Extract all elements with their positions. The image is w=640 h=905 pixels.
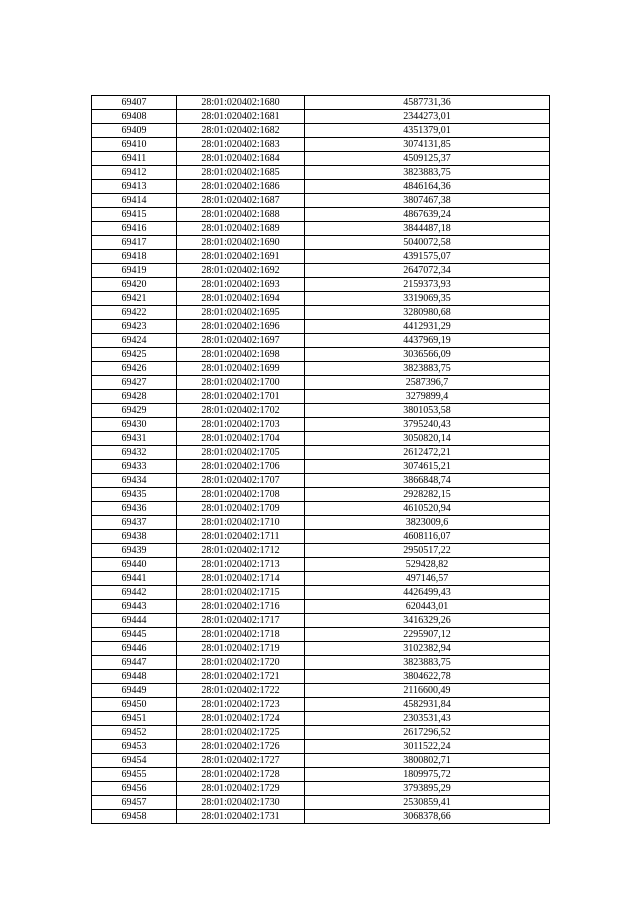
cadastral-value-cell: 529428,82 [305,558,550,572]
cadastral-value-cell: 620443,01 [305,600,550,614]
cadastral-value-cell: 3280980,68 [305,306,550,320]
table-row [92,460,550,474]
table-row [92,222,550,236]
table-row [92,656,550,670]
table-row [92,376,550,390]
cadastral-value-cell: 2295907,12 [305,628,550,642]
row-number-cell: 69454 [92,754,177,768]
row-number-cell: 69432 [92,446,177,460]
cadastral-value-cell: 3036566,09 [305,348,550,362]
row-number-cell: 69455 [92,768,177,782]
row-number-cell: 69423 [92,320,177,334]
table-row [92,292,550,306]
row-number-cell: 69458 [92,810,177,824]
cadastral-value-cell: 4610520,94 [305,502,550,516]
cadastral-value-cell: 3102382,94 [305,642,550,656]
table-row [92,96,550,110]
cadastral-value-cell: 2344273,01 [305,110,550,124]
row-number-cell: 69431 [92,432,177,446]
row-number-cell: 69410 [92,138,177,152]
cadastral-number-cell: 28:01:020402:1699 [177,362,305,376]
cadastral-number-cell: 28:01:020402:1695 [177,306,305,320]
cadastral-value-cell: 3011522,24 [305,740,550,754]
cadastral-number-cell: 28:01:020402:1719 [177,642,305,656]
row-number-cell: 69416 [92,222,177,236]
table-row [92,432,550,446]
cadastral-number-cell: 28:01:020402:1728 [177,768,305,782]
cadastral-number-cell: 28:01:020402:1709 [177,502,305,516]
cadastral-number-cell: 28:01:020402:1712 [177,544,305,558]
cadastral-number-cell: 28:01:020402:1711 [177,530,305,544]
cadastral-value-cell: 4608116,07 [305,530,550,544]
cadastral-number-cell: 28:01:020402:1718 [177,628,305,642]
table-row [92,670,550,684]
table-row [92,488,550,502]
table-row [92,614,550,628]
row-number-cell: 69420 [92,278,177,292]
cadastral-value-cell: 3807467,38 [305,194,550,208]
table-body [92,96,550,824]
cadastral-value-cell: 5040072,58 [305,236,550,250]
row-number-cell: 69446 [92,642,177,656]
cadastral-value-cell: 4509125,37 [305,152,550,166]
cadastral-number-cell: 28:01:020402:1720 [177,656,305,670]
row-number-cell: 69426 [92,362,177,376]
table-row [92,740,550,754]
table-row [92,124,550,138]
table-row [92,628,550,642]
cadastral-number-cell: 28:01:020402:1686 [177,180,305,194]
cadastral-value-cell: 3074131,85 [305,138,550,152]
row-number-cell: 69444 [92,614,177,628]
row-number-cell: 69408 [92,110,177,124]
cadastral-value-cell: 3800802,71 [305,754,550,768]
table-row [92,390,550,404]
cadastral-value-cell: 4391575,07 [305,250,550,264]
cadastral-number-cell: 28:01:020402:1713 [177,558,305,572]
cadastral-number-cell: 28:01:020402:1681 [177,110,305,124]
table-row [92,684,550,698]
cadastral-number-cell: 28:01:020402:1680 [177,96,305,110]
table-row [92,572,550,586]
table-row [92,264,550,278]
row-number-cell: 69441 [92,572,177,586]
table-row [92,404,550,418]
cadastral-value-cell: 3050820,14 [305,432,550,446]
table-row [92,698,550,712]
cadastral-value-cell: 2612472,21 [305,446,550,460]
cadastral-number-cell: 28:01:020402:1702 [177,404,305,418]
row-number-cell: 69430 [92,418,177,432]
cadastral-value-cell: 3793895,29 [305,782,550,796]
row-number-cell: 69425 [92,348,177,362]
table-row [92,110,550,124]
table-row [92,138,550,152]
table-row [92,516,550,530]
table-row [92,446,550,460]
cadastral-value-cell: 3319069,35 [305,292,550,306]
cadastral-value-cell: 3823883,75 [305,656,550,670]
row-number-cell: 69438 [92,530,177,544]
cadastral-value-cell: 3074615,21 [305,460,550,474]
row-number-cell: 69415 [92,208,177,222]
table-row [92,474,550,488]
cadastral-value-cell: 3801053,58 [305,404,550,418]
cadastral-value-cell: 4587731,36 [305,96,550,110]
cadastral-number-cell: 28:01:020402:1715 [177,586,305,600]
table-row [92,236,550,250]
cadastral-number-cell: 28:01:020402:1689 [177,222,305,236]
cadastral-number-cell: 28:01:020402:1685 [177,166,305,180]
row-number-cell: 69448 [92,670,177,684]
cadastral-number-cell: 28:01:020402:1684 [177,152,305,166]
cadastral-number-cell: 28:01:020402:1727 [177,754,305,768]
cadastral-value-cell: 4351379,01 [305,124,550,138]
row-number-cell: 69414 [92,194,177,208]
cadastral-number-cell: 28:01:020402:1723 [177,698,305,712]
cadastral-value-cell: 4846164,36 [305,180,550,194]
cadastral-number-cell: 28:01:020402:1696 [177,320,305,334]
row-number-cell: 69440 [92,558,177,572]
row-number-cell: 69442 [92,586,177,600]
table-row [92,782,550,796]
cadastral-value-cell: 3823883,75 [305,166,550,180]
cadastral-value-cell: 3844487,18 [305,222,550,236]
cadastral-number-cell: 28:01:020402:1705 [177,446,305,460]
row-number-cell: 69421 [92,292,177,306]
cadastral-number-cell: 28:01:020402:1683 [177,138,305,152]
row-number-cell: 69456 [92,782,177,796]
cadastral-number-cell: 28:01:020402:1708 [177,488,305,502]
cadastral-number-cell: 28:01:020402:1682 [177,124,305,138]
cadastral-number-cell: 28:01:020402:1691 [177,250,305,264]
table-row [92,166,550,180]
row-number-cell: 69443 [92,600,177,614]
table-row [92,754,550,768]
row-number-cell: 69418 [92,250,177,264]
cadastral-number-cell: 28:01:020402:1694 [177,292,305,306]
document-page [91,95,549,824]
table-row [92,768,550,782]
table-row [92,502,550,516]
cadastral-number-cell: 28:01:020402:1688 [177,208,305,222]
cadastral-number-cell: 28:01:020402:1690 [177,236,305,250]
cadastral-number-cell: 28:01:020402:1698 [177,348,305,362]
table-row [92,334,550,348]
cadastral-value-cell: 2647072,34 [305,264,550,278]
row-number-cell: 69457 [92,796,177,810]
cadastral-value-cell: 3068378,66 [305,810,550,824]
table-row [92,208,550,222]
row-number-cell: 69409 [92,124,177,138]
cadastral-value-cell: 2950517,22 [305,544,550,558]
cadastral-number-cell: 28:01:020402:1710 [177,516,305,530]
row-number-cell: 69445 [92,628,177,642]
row-number-cell: 69434 [92,474,177,488]
row-number-cell: 69413 [92,180,177,194]
row-number-cell: 69447 [92,656,177,670]
table-row [92,180,550,194]
row-number-cell: 69453 [92,740,177,754]
row-number-cell: 69427 [92,376,177,390]
table-row [92,152,550,166]
cadastral-value-cell: 2617296,52 [305,726,550,740]
cadastral-number-cell: 28:01:020402:1716 [177,600,305,614]
row-number-cell: 69435 [92,488,177,502]
cadastral-number-cell: 28:01:020402:1707 [177,474,305,488]
cadastral-number-cell: 28:01:020402:1704 [177,432,305,446]
row-number-cell: 69451 [92,712,177,726]
cadastral-number-cell: 28:01:020402:1692 [177,264,305,278]
row-number-cell: 69452 [92,726,177,740]
cadastral-number-cell: 28:01:020402:1722 [177,684,305,698]
table-row [92,278,550,292]
cadastral-number-cell: 28:01:020402:1724 [177,712,305,726]
cadastral-value-cell: 3866848,74 [305,474,550,488]
cadastral-number-cell: 28:01:020402:1729 [177,782,305,796]
table-row [92,558,550,572]
table-row [92,250,550,264]
row-number-cell: 69417 [92,236,177,250]
table-row [92,194,550,208]
table-row [92,810,550,824]
cadastral-value-cell: 2116600,49 [305,684,550,698]
cadastral-value-cell: 2159373,93 [305,278,550,292]
table-row [92,418,550,432]
cadastral-value-cell: 4582931,84 [305,698,550,712]
table-row [92,362,550,376]
cadastral-value-cell: 4426499,43 [305,586,550,600]
row-number-cell: 69429 [92,404,177,418]
cadastral-value-cell: 2587396,7 [305,376,550,390]
table-row [92,726,550,740]
row-number-cell: 69439 [92,544,177,558]
table-row [92,544,550,558]
cadastral-value-cell: 497146,57 [305,572,550,586]
cadastral-number-cell: 28:01:020402:1731 [177,810,305,824]
row-number-cell: 69437 [92,516,177,530]
cadastral-number-cell: 28:01:020402:1714 [177,572,305,586]
cadastral-number-cell: 28:01:020402:1693 [177,278,305,292]
cadastral-value-cell: 3416329,26 [305,614,550,628]
cadastral-value-table [91,95,550,824]
cadastral-number-cell: 28:01:020402:1730 [177,796,305,810]
cadastral-value-cell: 3823009,6 [305,516,550,530]
cadastral-number-cell: 28:01:020402:1701 [177,390,305,404]
cadastral-value-cell: 2928282,15 [305,488,550,502]
cadastral-value-cell: 4867639,24 [305,208,550,222]
cadastral-value-cell: 4412931,29 [305,320,550,334]
row-number-cell: 69428 [92,390,177,404]
cadastral-number-cell: 28:01:020402:1726 [177,740,305,754]
row-number-cell: 69419 [92,264,177,278]
cadastral-number-cell: 28:01:020402:1721 [177,670,305,684]
table-row [92,712,550,726]
cadastral-value-cell: 2530859,41 [305,796,550,810]
row-number-cell: 69450 [92,698,177,712]
cadastral-number-cell: 28:01:020402:1703 [177,418,305,432]
table-row [92,796,550,810]
row-number-cell: 69449 [92,684,177,698]
cadastral-value-cell: 1809975,72 [305,768,550,782]
row-number-cell: 69422 [92,306,177,320]
row-number-cell: 69424 [92,334,177,348]
cadastral-value-cell: 4437969,19 [305,334,550,348]
cadastral-number-cell: 28:01:020402:1687 [177,194,305,208]
row-number-cell: 69411 [92,152,177,166]
table-row [92,530,550,544]
row-number-cell: 69436 [92,502,177,516]
cadastral-value-cell: 3823883,75 [305,362,550,376]
cadastral-number-cell: 28:01:020402:1706 [177,460,305,474]
cadastral-number-cell: 28:01:020402:1700 [177,376,305,390]
table-row [92,306,550,320]
cadastral-value-cell: 3804622,78 [305,670,550,684]
cadastral-value-cell: 3795240,43 [305,418,550,432]
cadastral-number-cell: 28:01:020402:1717 [177,614,305,628]
table-row [92,600,550,614]
row-number-cell: 69407 [92,96,177,110]
cadastral-value-cell: 2303531,43 [305,712,550,726]
table-row [92,586,550,600]
row-number-cell: 69433 [92,460,177,474]
cadastral-number-cell: 28:01:020402:1725 [177,726,305,740]
cadastral-number-cell: 28:01:020402:1697 [177,334,305,348]
table-row [92,642,550,656]
table-row [92,320,550,334]
cadastral-value-cell: 3279899,4 [305,390,550,404]
row-number-cell: 69412 [92,166,177,180]
table-row [92,348,550,362]
